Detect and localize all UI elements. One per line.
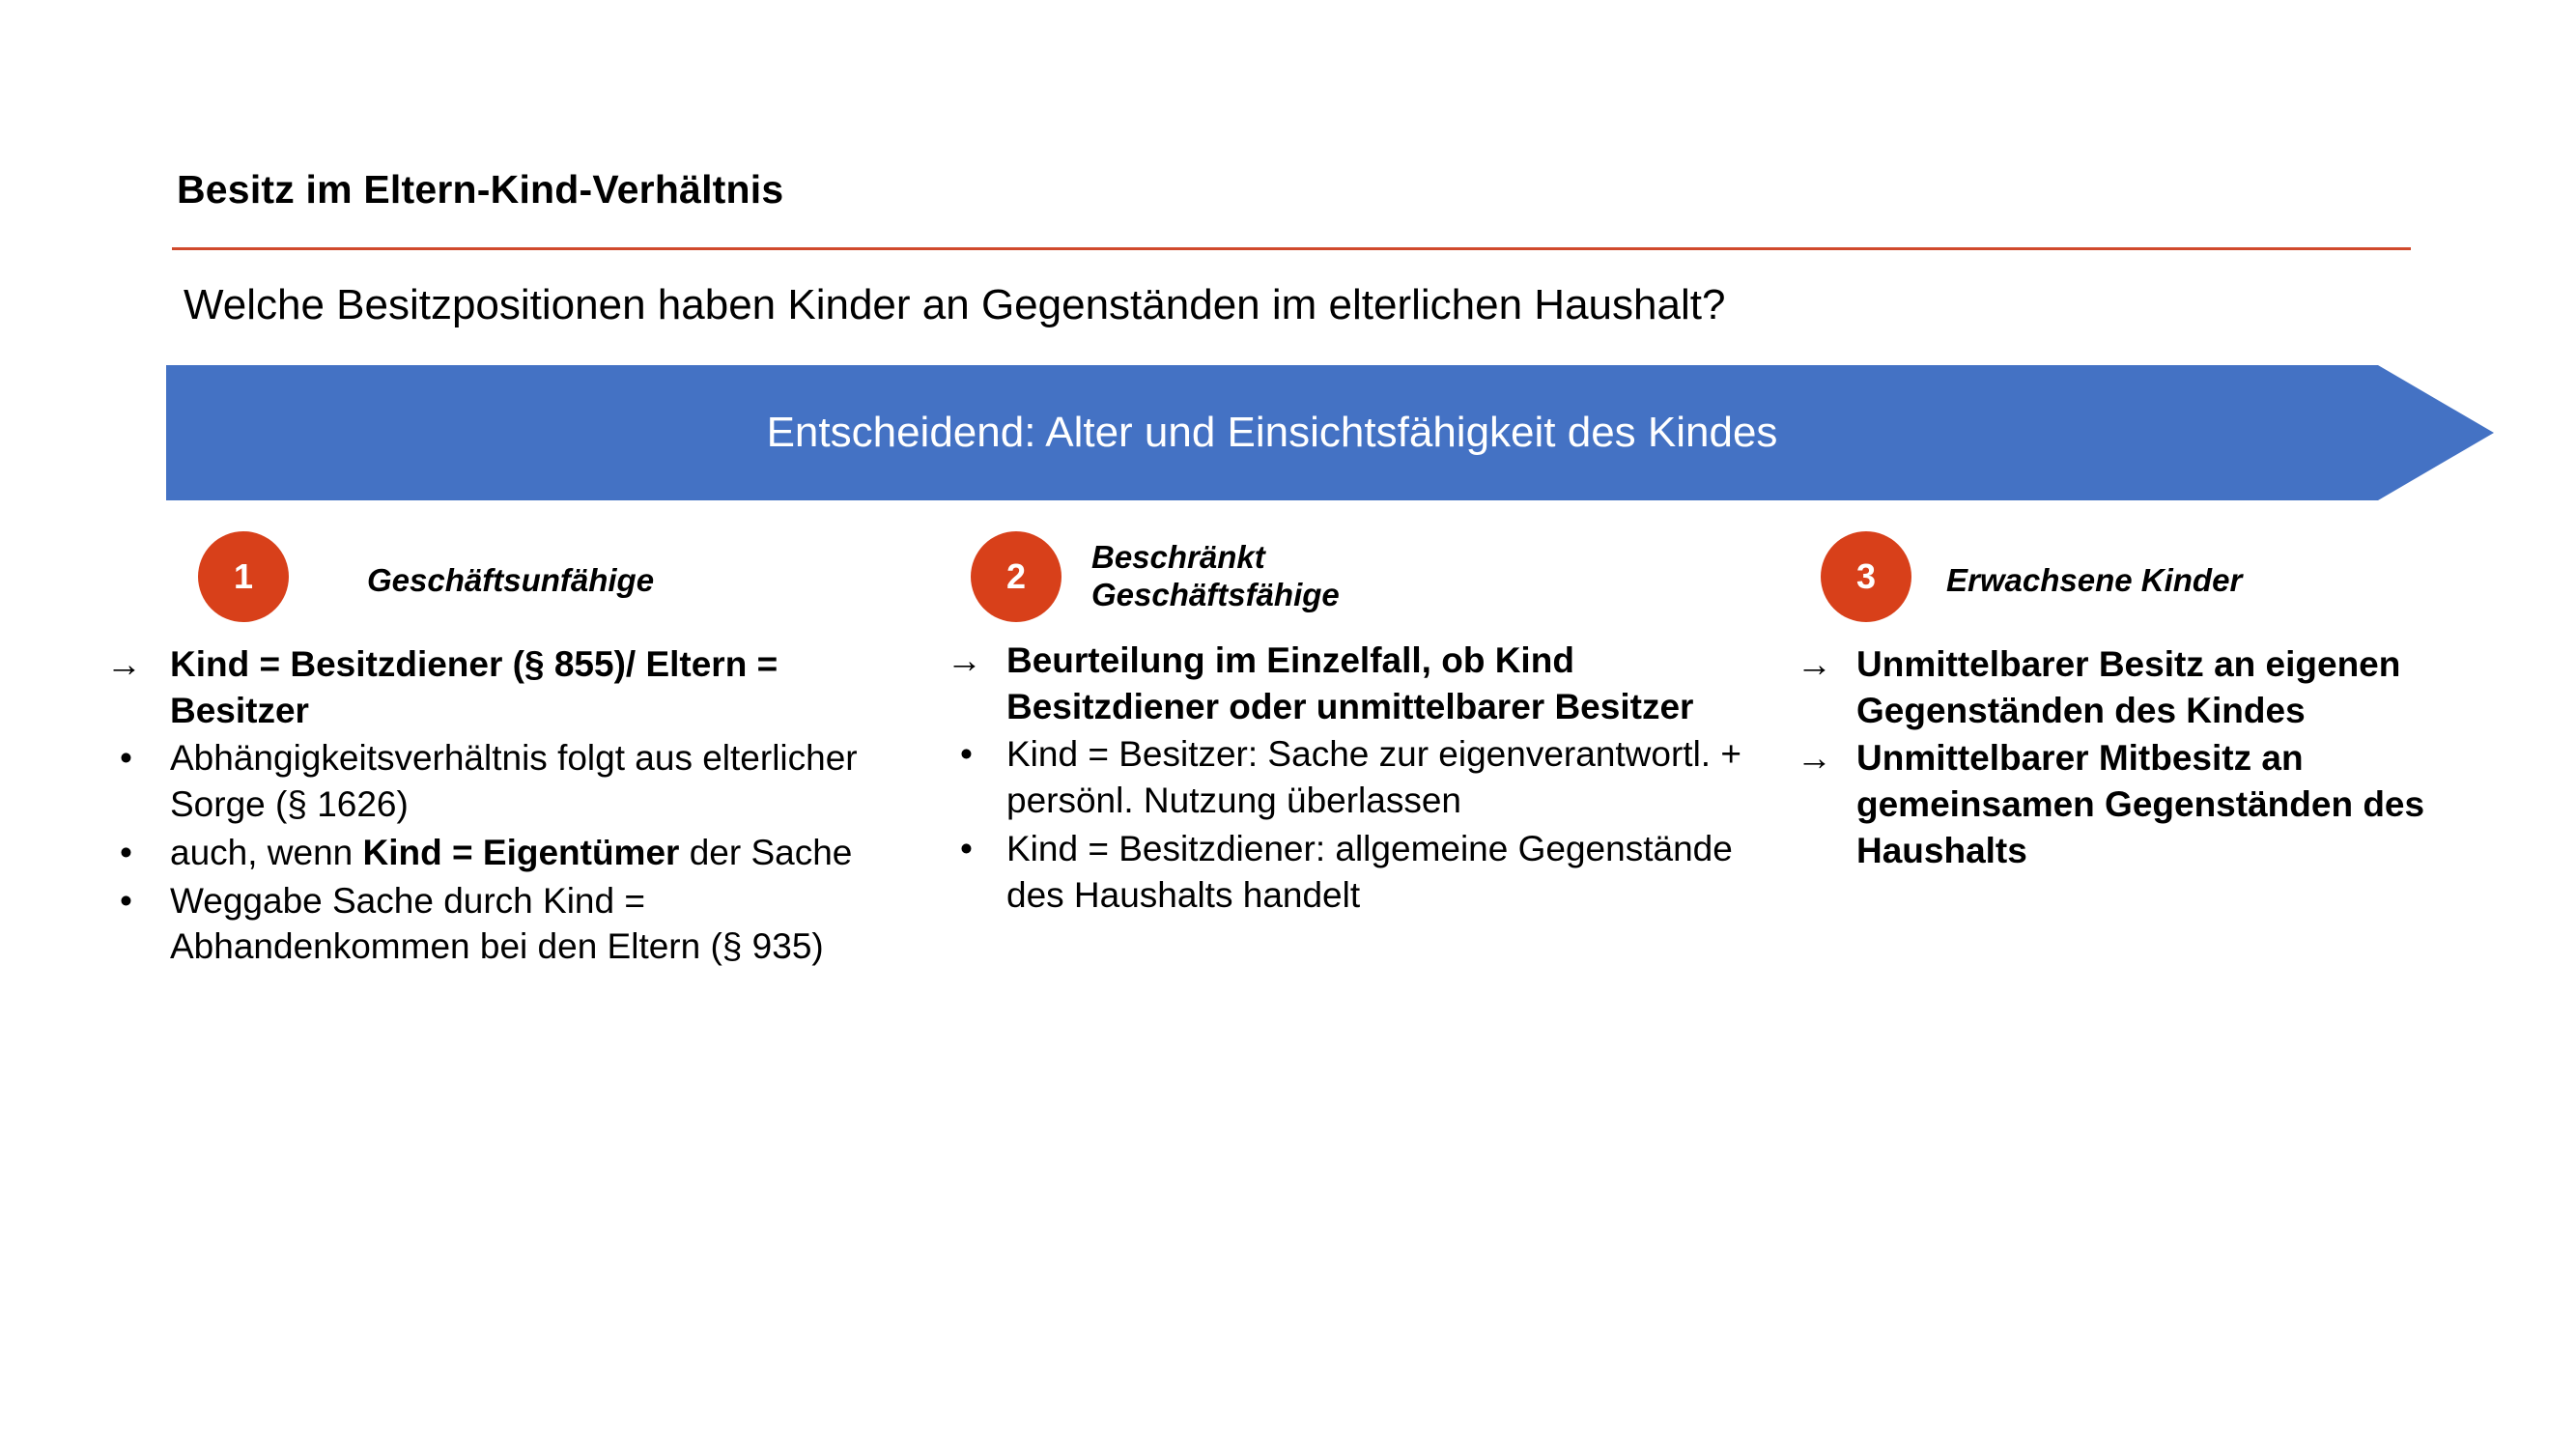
list-item-text: Abhängigkeitsverhältnis folgt aus elterlicher Sorge (§ 1626) — [170, 738, 858, 825]
list-item — [106, 878, 908, 970]
arrow-icon: → — [1797, 738, 1832, 779]
column-1-header — [106, 522, 908, 636]
arrow-icon: → — [106, 644, 142, 684]
list-item — [947, 731, 1777, 823]
column-3-header — [1797, 522, 2511, 636]
list-item-text: Kind = Besitzdiener (§ 855)/ Eltern = Besitzer — [170, 644, 778, 730]
column-2-heading: Beschränkt Geschäftsfähige — [1091, 539, 1340, 612]
list-item-text: Kind = Besitzdiener: allgemeine Gegenstände des Haushalts handelt — [1006, 828, 1733, 915]
page-title: Besitz im Eltern-Kind-Verhältnis — [177, 167, 784, 212]
column-2-list — [947, 638, 1777, 918]
key-criterion-banner — [166, 365, 2494, 500]
list-item-text: Unmittelbarer Mitbesitz an gemeinsamen Gegenständen des Haushalts — [1856, 738, 2425, 870]
list-item — [947, 638, 1777, 729]
bullet-icon: • — [120, 832, 132, 872]
bullet-icon: • — [960, 734, 973, 775]
list-item-text: Kind = Besitzer: Sache zur eigenverantwortl. + persönl. Nutzung überlassen — [1006, 734, 1741, 821]
list-item-text: Weggabe Sache durch Kind = Abhandenkommen bei den Eltern (§ 935) — [170, 880, 824, 967]
bullet-icon: • — [120, 880, 132, 921]
list-item-text: auch, wenn Kind = Eigentümer der Sache — [170, 832, 853, 872]
column-3 — [1797, 522, 2511, 876]
column-2-header — [947, 522, 1777, 636]
list-item — [1797, 641, 2511, 733]
list-item — [106, 641, 908, 733]
list-item — [106, 830, 908, 876]
columns-container — [0, 522, 2576, 1430]
list-item-text: Unmittelbarer Besitz an eigenen Gegenständen des Kindes — [1856, 644, 2401, 730]
column-1-number-badge: 1 — [198, 531, 289, 622]
list-item — [1797, 735, 2511, 873]
column-2 — [947, 522, 1777, 920]
lead-question: Welche Besitzpositionen haben Kinder an Gegenständen im elterlichen Haushalt? — [184, 281, 1726, 328]
bullet-icon: • — [120, 738, 132, 779]
list-item — [106, 735, 908, 827]
list-item-text: Beurteilung im Einzelfall, ob Kind Besitzdiener oder unmittelbarer Besitzer — [1006, 640, 1694, 726]
arrow-icon: → — [1797, 644, 1832, 684]
column-2-number-badge: 2 — [971, 531, 1062, 622]
column-1 — [106, 522, 908, 972]
column-3-heading: Erwachsene Kinder — [1946, 562, 2243, 598]
column-1-list — [106, 641, 908, 970]
column-3-list — [1797, 641, 2511, 874]
title-divider — [172, 247, 2411, 250]
column-3-number-badge: 3 — [1821, 531, 1911, 622]
list-item — [947, 826, 1777, 918]
arrow-icon: → — [947, 640, 982, 680]
column-1-heading: Geschäftsunfähige — [367, 562, 655, 598]
banner-label: Entscheidend: Alter und Einsichtsfähigkeit des Kindes — [766, 409, 1778, 456]
bullet-icon: • — [960, 828, 973, 868]
